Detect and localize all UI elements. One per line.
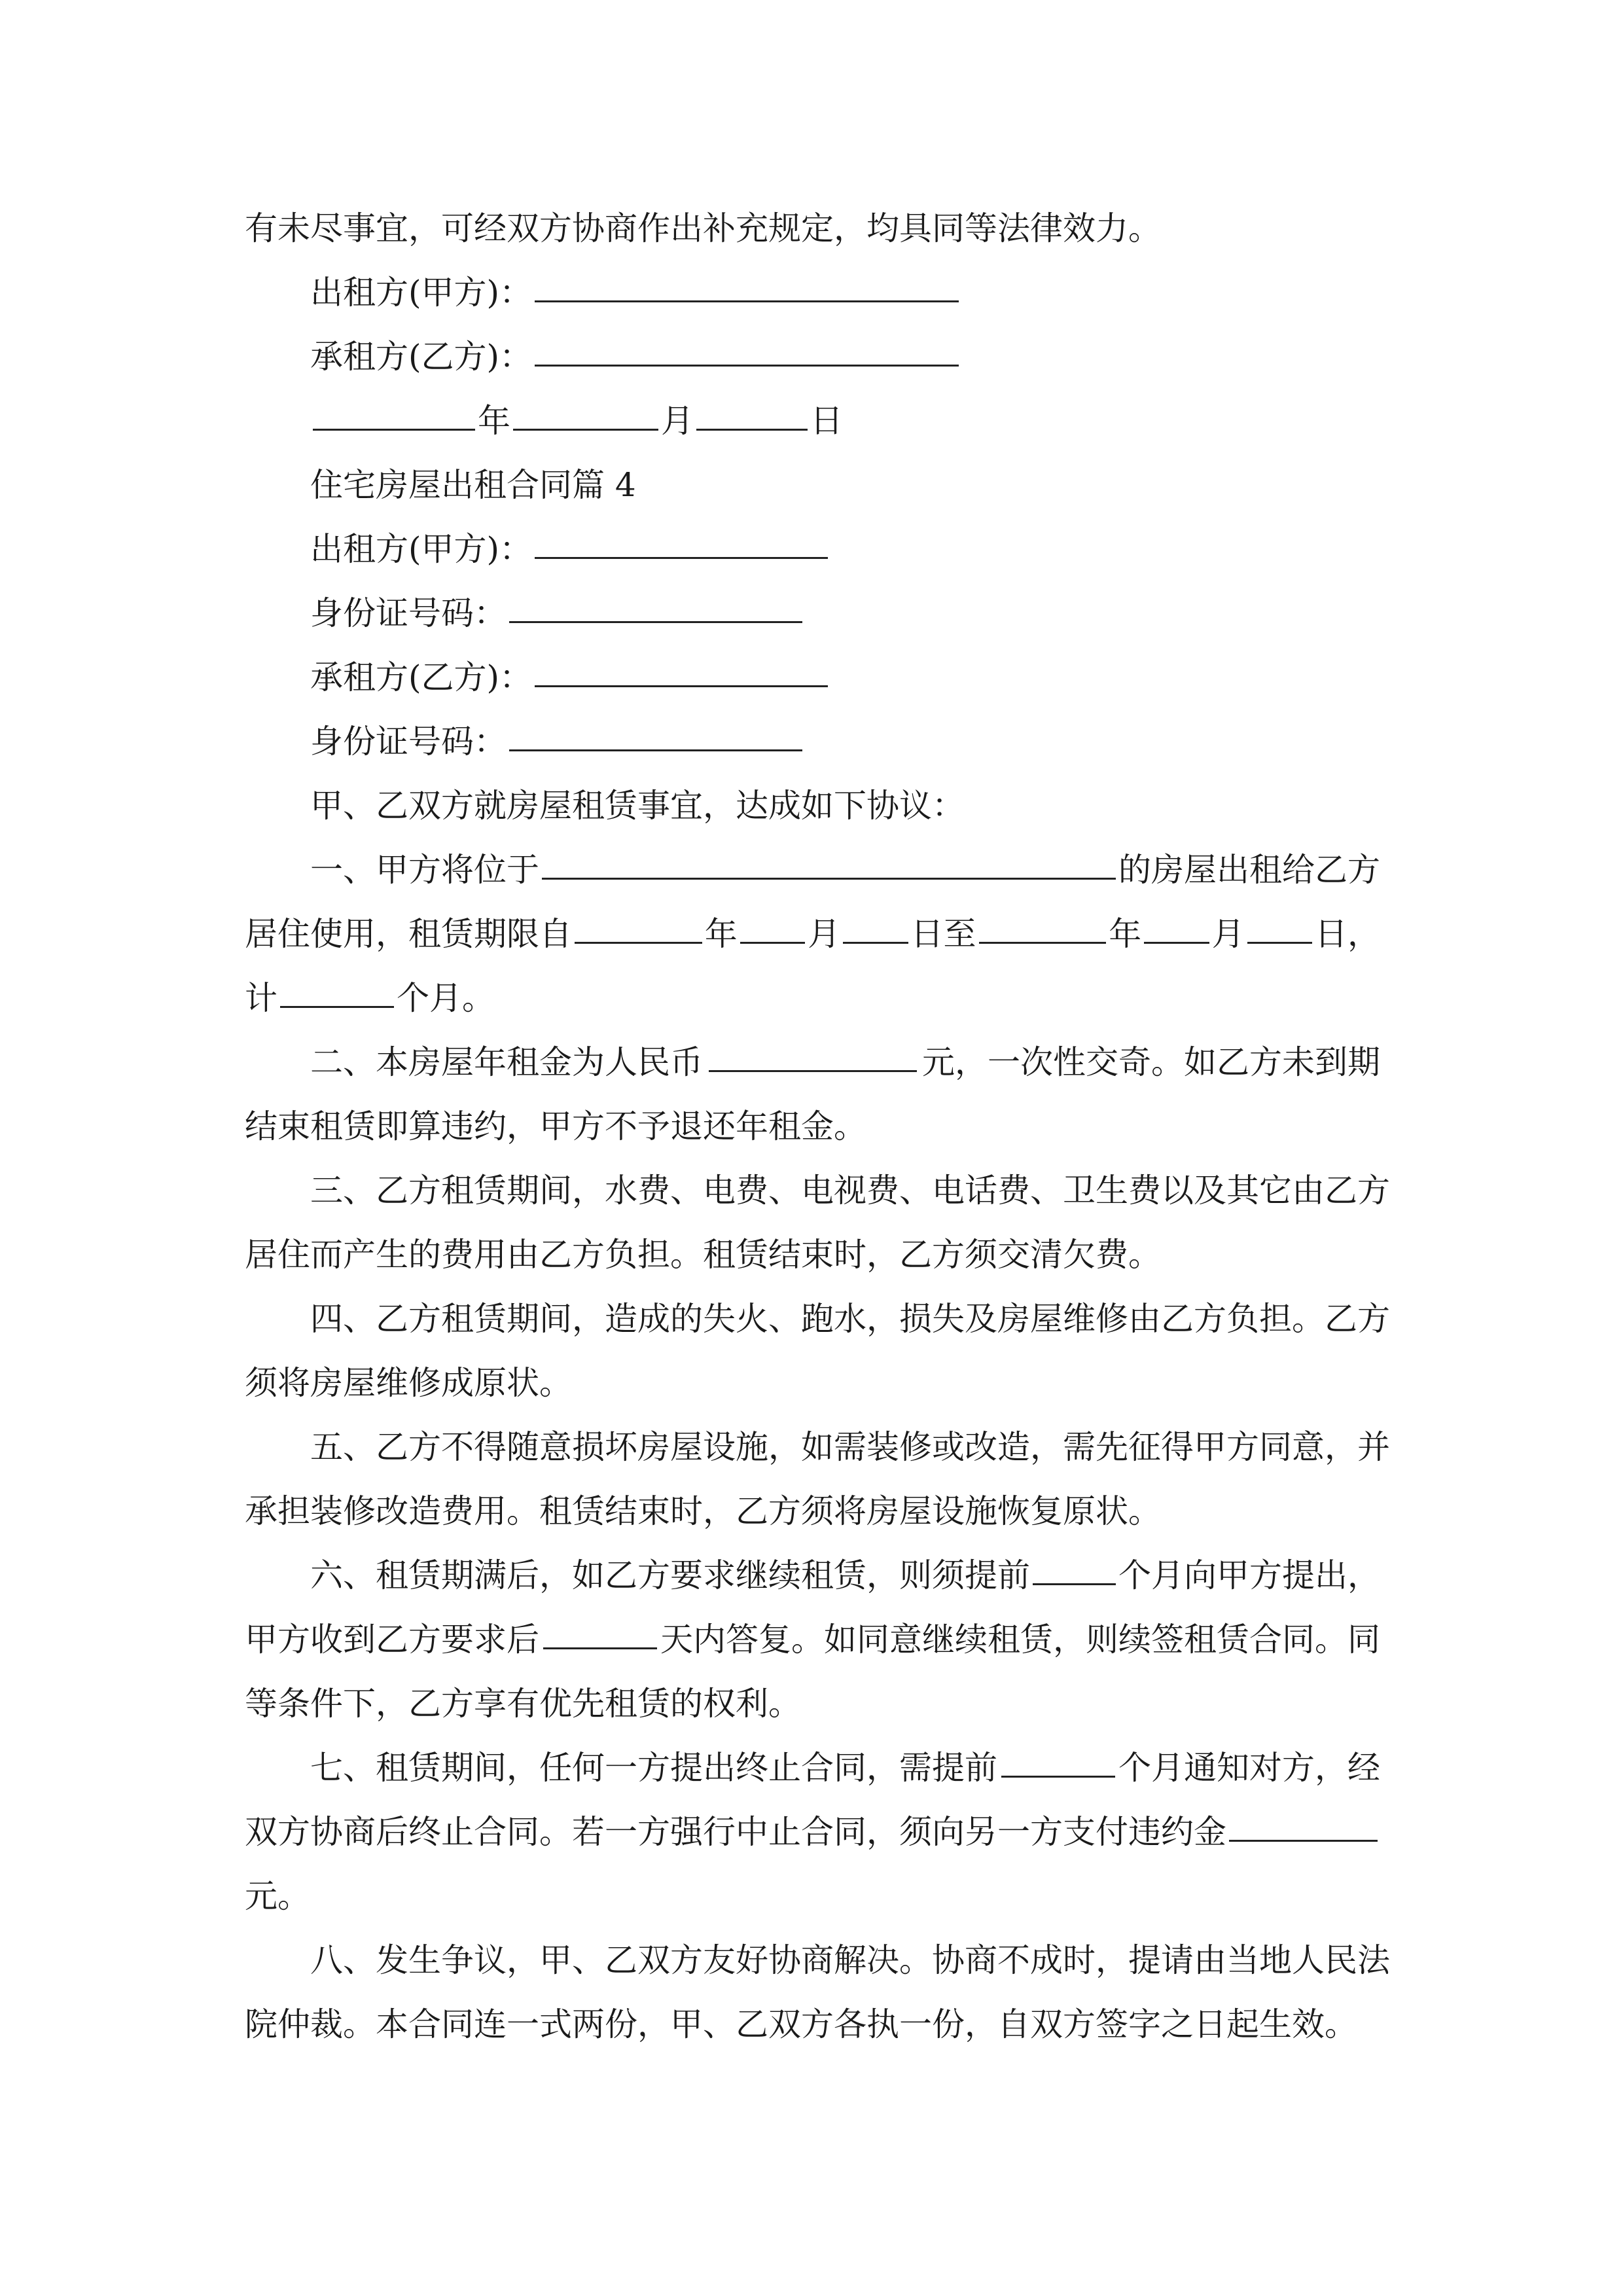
clause-3-line-1 (310, 1158, 1390, 1223)
text: 一、甲方将位于 (310, 851, 539, 889)
clause-1-line-3 (245, 966, 1380, 1030)
clause-6-line-3 (245, 1672, 1380, 1736)
text: 双方协商后终止合同。若一方强行中止合同，须向另一方支付违约金 (245, 1813, 1226, 1851)
text: 院仲裁。本合同连一式两份，甲、乙双方各执一份，自双方签字之日起生效。 (245, 2005, 1357, 2043)
lessee-id-line (310, 709, 1380, 774)
blank-line (1033, 1583, 1116, 1585)
text: 五、乙方不得随意损坏房屋设施，如需装修或改造，需先征得甲方同意，并 (310, 1428, 1390, 1466)
label: 承租方(乙方)： (310, 658, 533, 696)
blank-line (535, 365, 959, 367)
text: 居住使用，租赁期限自 (245, 915, 572, 953)
text: 三、乙方租赁期间，水费、电费、电视费、电话费、卫生费以及其它由乙方 (310, 1172, 1390, 1210)
text: 日， (1315, 915, 1381, 953)
blank-line (509, 621, 802, 623)
lessee-signature-line (310, 325, 1380, 389)
text: 居住而产生的费用由乙方负担。租赁结束时，乙方须交清欠费。 (245, 1236, 1161, 1274)
text: 计 (245, 979, 277, 1017)
clause-3-line-2 (245, 1223, 1380, 1287)
text: 须将房屋维修成原状。 (245, 1364, 572, 1402)
label: 出租方(甲方)： (310, 274, 533, 312)
closing-clause-line (245, 196, 1380, 260)
label: 日 (810, 402, 843, 440)
clause-2-line-1 (310, 1030, 1380, 1094)
blank-line (535, 557, 828, 559)
clause-6-line-2 (245, 1607, 1380, 1672)
blank-line (1247, 942, 1312, 944)
text: 六、租赁期满后，如乙方要求继续租赁，则须提前 (310, 1556, 1030, 1594)
blank-line (535, 300, 959, 302)
clause-1-line-1 (310, 838, 1380, 902)
text: 月 (808, 915, 841, 953)
label: 承租方(乙方)： (310, 338, 533, 376)
blank-line (979, 942, 1107, 944)
blank-line (575, 942, 702, 944)
text: 八、发生争议，甲、乙双方友好协商解决。协商不成时，提请由当地人民法 (310, 1941, 1390, 1979)
clause-6-line-1 (310, 1543, 1380, 1607)
blank-line (313, 429, 475, 431)
lessor-signature-line (310, 260, 1380, 325)
text: 月 (1211, 915, 1245, 953)
text: 承担装修改造费用。租赁结束时，乙方须将房屋设施恢复原状。 (245, 1492, 1161, 1530)
text: 四、乙方租赁期间，造成的失火、跑水，损失及房屋维修由乙方负担。乙方 (310, 1300, 1390, 1338)
clause-4-line-1 (310, 1287, 1390, 1351)
text: 结束租赁即算违约，甲方不予退还年租金。 (245, 1107, 866, 1145)
text: 住宅房屋出租合同篇 4 (310, 466, 636, 504)
blank-line (1001, 1776, 1115, 1778)
text: 二、本房屋年租金为人民币 (310, 1043, 703, 1081)
blank-line (513, 429, 658, 431)
blank-line (542, 878, 1116, 880)
text: 个月向甲方提出， (1118, 1556, 1380, 1594)
text: 天内答复。如同意继续租赁，则续签租赁合同。同 (660, 1621, 1380, 1659)
text: 元，一次性交奇。如乙方未到期 (922, 1043, 1380, 1081)
blank-line (1144, 942, 1209, 944)
blank-line (740, 942, 805, 944)
blank-line (509, 749, 802, 751)
text: 年 (704, 915, 738, 953)
text: 七、租赁期间，任何一方提出终止合同，需提前 (310, 1749, 997, 1787)
clause-8-line-1 (310, 1928, 1390, 1992)
clause-1-line-2 (245, 902, 1380, 966)
clause-2-line-2 (245, 1094, 1380, 1158)
blank-line (696, 429, 808, 431)
text: 个月通知对方，经 (1118, 1749, 1380, 1787)
lessor-line (310, 517, 1380, 581)
text: 日至 (910, 915, 976, 953)
text: 年 (1109, 915, 1142, 953)
text: 个月。 (397, 979, 495, 1017)
date-line (310, 389, 1380, 453)
clause-7-line-1 (310, 1736, 1380, 1800)
blank-line (280, 1006, 394, 1008)
clause-7-line-2 (245, 1800, 1380, 1864)
clause-4-line-2 (245, 1351, 1380, 1415)
text: 有未尽事宜，可经双方协商作出补充规定，均具同等法律效力。 (245, 209, 1161, 247)
label: 年 (478, 402, 510, 440)
text: 等条件下，乙方享有优先租赁的权利。 (245, 1685, 801, 1723)
clause-8-line-2 (245, 1992, 1380, 2056)
label: 出租方(甲方)： (310, 530, 533, 568)
label: 身份证号码： (310, 723, 507, 761)
blank-line (535, 685, 828, 687)
blank-line (543, 1647, 657, 1649)
label: 身份证号码： (310, 594, 507, 632)
text: 甲、乙双方就房屋租赁事宜，达成如下协议： (310, 787, 965, 825)
text: 元。 (245, 1877, 310, 1915)
clause-5-line-2 (245, 1479, 1380, 1543)
blank-line (843, 942, 908, 944)
text: 甲方收到乙方要求后 (245, 1621, 539, 1659)
clause-7-line-3 (245, 1864, 1380, 1928)
label: 月 (661, 402, 694, 440)
lessor-id-line (310, 581, 1380, 645)
intro-line (310, 774, 1380, 838)
section-title (310, 453, 1380, 517)
blank-line (709, 1070, 917, 1072)
lessee-line (310, 645, 1380, 709)
blank-line (1229, 1840, 1378, 1842)
text: 的房屋出租给乙方 (1118, 851, 1380, 889)
clause-5-line-1 (310, 1415, 1390, 1479)
